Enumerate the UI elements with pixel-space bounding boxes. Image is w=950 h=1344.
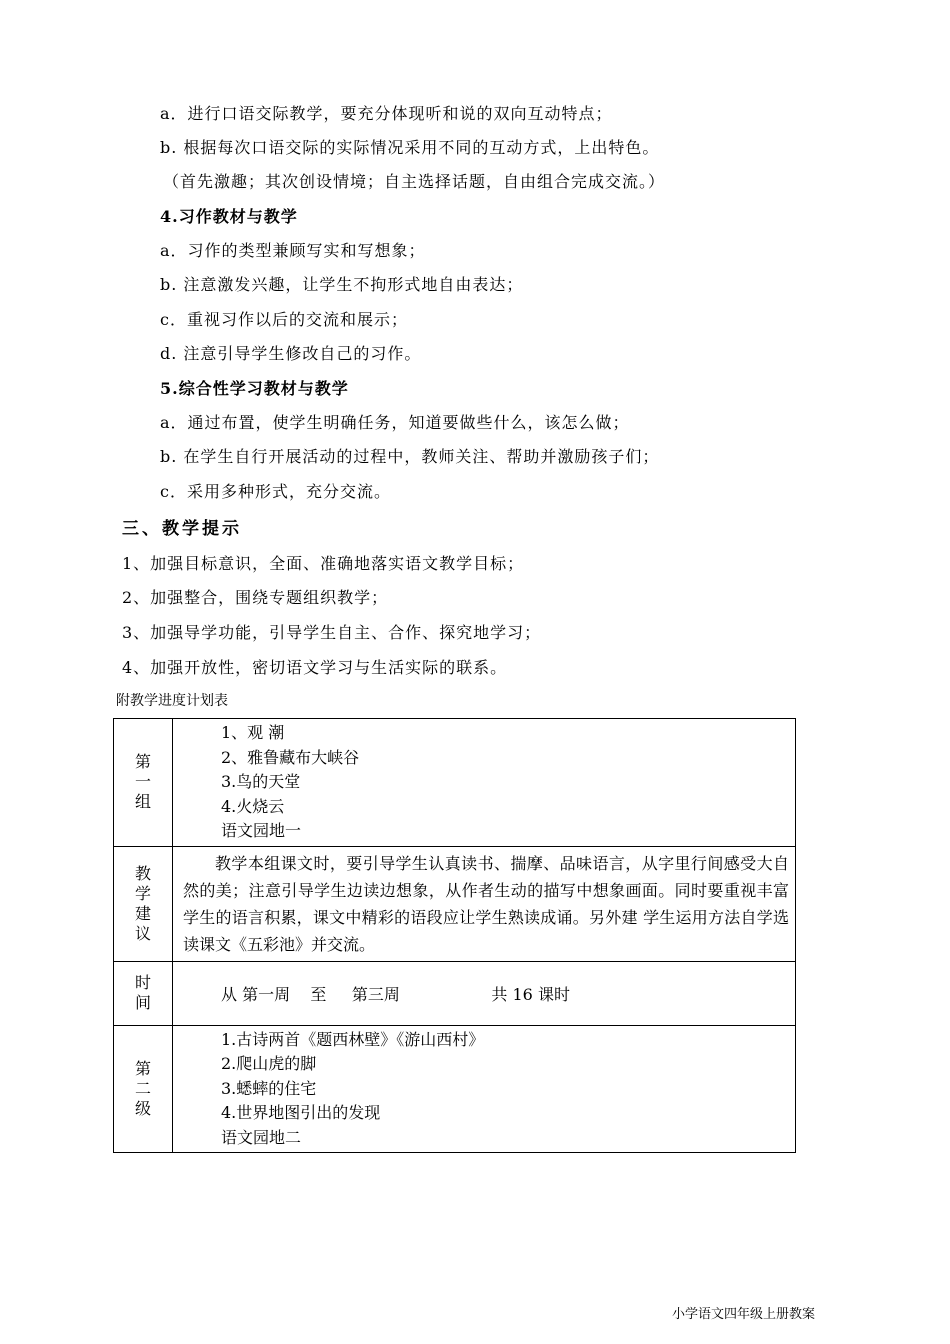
page-footer: 小学语文四年级上册教案: [672, 1307, 816, 1322]
label-char: 级: [134, 1098, 151, 1118]
label-char: 组: [134, 792, 151, 812]
label-char: 第: [134, 1058, 151, 1078]
list-item: 4.火烧云: [221, 796, 285, 816]
line-a-oral: a．进行口语交际教学，要充分体现听和说的双向互动特点；: [160, 104, 613, 123]
tip-2: 2、加强整合，围绕专题组织教学；: [122, 588, 389, 607]
table-row: [114, 719, 796, 847]
section-heading-comprehensive: 5.综合性学习教材与教学: [160, 379, 349, 398]
label-char: 时: [134, 973, 151, 992]
group-label: [114, 719, 173, 847]
time-label: [114, 961, 173, 1025]
list-item: 3.鸟的天堂: [221, 772, 301, 791]
advice-label: [114, 846, 173, 961]
table-row: [114, 961, 796, 1025]
tip-1: 1、加强目标意识，全面、准确地落实语文教学目标；: [122, 554, 525, 573]
line-oral-note: （首先激趣；其次创设情境；自主选择话题，自由组合完成交流。）: [163, 172, 666, 191]
list-item: 3.蟋蟀的住宅: [221, 1078, 317, 1098]
list-item: 1、观 潮: [221, 723, 285, 742]
label-char: 第: [134, 752, 151, 772]
line-b-oral: b. 根据每次口语交际的实际情况采用不同的互动方式，上出特色。: [160, 138, 660, 157]
label-char: 一: [134, 772, 151, 792]
section-heading-teaching-tips: 三、教学提示: [122, 519, 242, 539]
teaching-advice-text: 教学本组课文时，要引导学生认真读书、揣摩、品味语言，从字里行间感受大自然的美；注意引导学生边读边想象，从作者生动的描写中想象画面。同时要重视丰富学生的语言积累，课文中精彩的语段应让学生熟读成诵。另外建 学生运用方法自学选读课文《五彩池》并交流。: [173, 846, 796, 961]
line-b-comprehensive: b. 在学生自行开展活动的过程中，教师关注、帮助并激励孩子们；: [160, 447, 660, 466]
label-char: 学: [134, 883, 151, 903]
tip-4: 4、加强开放性，密切语文学习与生活实际的联系。: [122, 658, 508, 677]
label-char: 建: [134, 903, 151, 923]
group-label: [114, 1025, 173, 1153]
table-caption: 附教学进度计划表: [116, 693, 228, 709]
label-char: 二: [134, 1078, 151, 1098]
table-row: [114, 1025, 796, 1153]
lesson-list: [173, 719, 796, 847]
line-c-writing: c．重视习作以后的交流和展示；: [160, 310, 408, 329]
schedule-table: [113, 718, 796, 1153]
label-char: 间: [134, 993, 151, 1012]
line-b-writing: b. 注意激发兴趣，让学生不拘形式地自由表达；: [160, 275, 524, 294]
list-item: 语文园地二: [221, 1127, 302, 1147]
section-heading-writing: 4.习作教材与教学: [160, 207, 298, 226]
line-a-writing: a．习作的类型兼顾写实和写想象；: [160, 241, 426, 260]
list-item: 4.世界地图引出的发现: [221, 1103, 381, 1122]
list-item: 2、雅鲁藏布大峡谷: [221, 747, 360, 767]
list-item: 语文园地一: [221, 821, 302, 840]
lesson-list: [173, 1025, 796, 1153]
table-row: [114, 846, 796, 961]
list-item: 2.爬山虎的脚: [221, 1054, 317, 1073]
line-d-writing: d. 注意引导学生修改自己的习作。: [160, 344, 422, 363]
label-char: 议: [134, 923, 151, 943]
time-range: 从 第一周 至 第三周 共 16 课时: [173, 961, 796, 1025]
list-item: 1.古诗两首《题西林壁》《游山西村》: [221, 1029, 485, 1049]
line-c-comprehensive: c．采用多种形式，充分交流。: [160, 482, 391, 501]
label-char: 教: [134, 863, 151, 883]
line-a-comprehensive: a．通过布置，使学生明确任务，知道要做些什么，该怎么做；: [160, 413, 630, 432]
tip-3: 3、加强导学功能，引导学生自主、合作、探究地学习；: [122, 623, 542, 642]
